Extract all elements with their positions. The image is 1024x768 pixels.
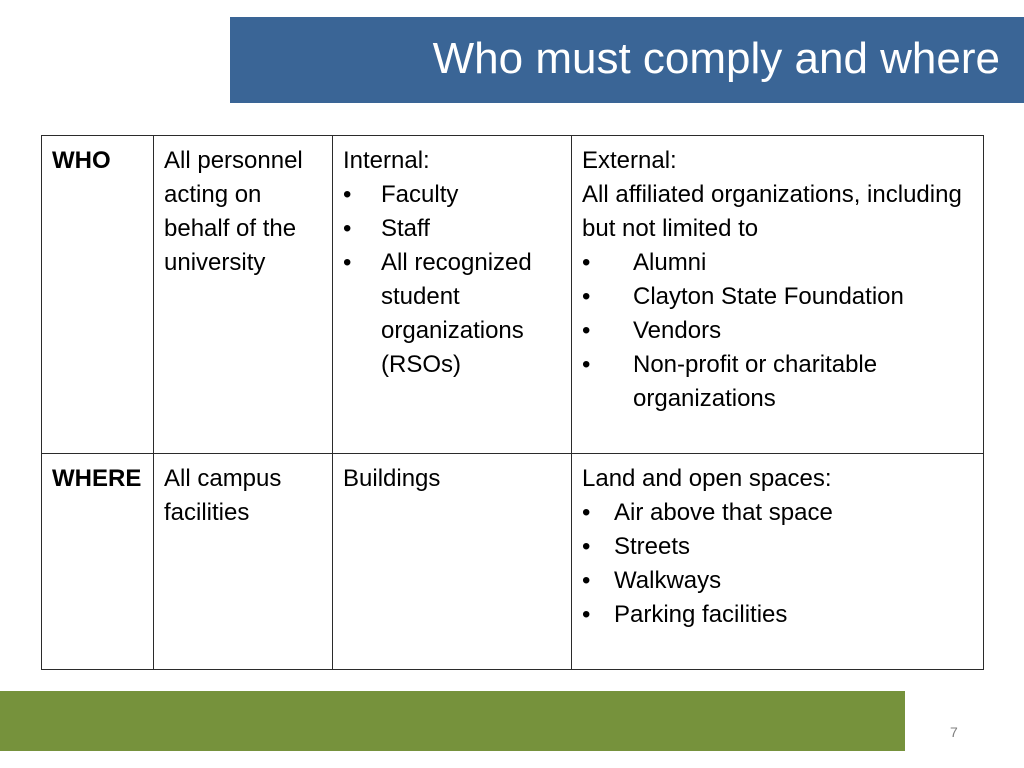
- bullet-icon: •: [582, 351, 591, 378]
- land-item-streets: Streets: [614, 533, 691, 560]
- internal-list: [343, 178, 561, 382]
- external-intro: All affiliated organizations, including but not limited to: [582, 181, 962, 242]
- list-item: [582, 598, 973, 632]
- who-scope-cell: [154, 136, 333, 454]
- external-item-foundation: Clayton State Foundation: [633, 283, 904, 310]
- bullet-icon: •: [582, 533, 591, 560]
- external-list: [582, 246, 973, 416]
- bullet-icon: •: [582, 601, 591, 628]
- where-scope-cell: [154, 454, 333, 670]
- bullet-icon: •: [582, 317, 591, 344]
- compliance-table: [41, 135, 984, 670]
- list-item: [582, 280, 973, 314]
- where-buildings-cell: [333, 454, 572, 670]
- table-row-who: [42, 136, 984, 454]
- bullet-icon: •: [343, 249, 352, 276]
- title-banner: [230, 17, 1024, 103]
- internal-item-staff: Staff: [381, 215, 430, 242]
- bullet-icon: •: [582, 283, 591, 310]
- who-internal-cell: [333, 136, 572, 454]
- list-item: [343, 246, 561, 382]
- where-land-cell: [572, 454, 984, 670]
- who-label: WHO: [42, 136, 154, 454]
- external-item-nonprofit: Non-profit or charitable organizations: [633, 351, 878, 412]
- list-item: [582, 348, 973, 416]
- bullet-icon: •: [343, 181, 352, 208]
- list-item: [582, 530, 973, 564]
- list-item: [343, 178, 561, 212]
- where-scope-text: All campus facilities: [164, 465, 282, 526]
- land-item-air: Air above that space: [614, 499, 833, 526]
- internal-item-rsos: All recognized student organizations (RSOs): [381, 249, 532, 378]
- external-heading: External:: [582, 147, 677, 174]
- table-row-where: [42, 454, 984, 670]
- internal-item-faculty: Faculty: [381, 181, 459, 208]
- buildings-text: Buildings: [343, 465, 441, 492]
- footer-bar: [0, 691, 905, 751]
- land-item-parking: Parking facilities: [614, 601, 788, 628]
- external-item-vendors: Vendors: [633, 317, 722, 344]
- page-number: 7: [950, 724, 958, 740]
- internal-heading: Internal:: [343, 147, 430, 174]
- who-external-cell: [572, 136, 984, 454]
- slide-title: Who must comply and where: [432, 34, 1000, 83]
- bullet-icon: •: [343, 215, 352, 242]
- bullet-icon: •: [582, 499, 591, 526]
- who-scope-text: All personnel acting on behalf of the university: [164, 147, 303, 276]
- bullet-icon: •: [582, 567, 591, 594]
- external-item-alumni: Alumni: [633, 249, 707, 276]
- bullet-icon: •: [582, 249, 591, 276]
- list-item: [582, 496, 973, 530]
- land-heading: Land and open spaces:: [582, 465, 832, 492]
- list-item: [582, 314, 973, 348]
- land-list: [582, 496, 973, 632]
- where-label: WHERE: [42, 454, 154, 670]
- land-item-walkways: Walkways: [614, 567, 722, 594]
- list-item: [582, 564, 973, 598]
- list-item: [582, 246, 973, 280]
- list-item: [343, 212, 561, 246]
